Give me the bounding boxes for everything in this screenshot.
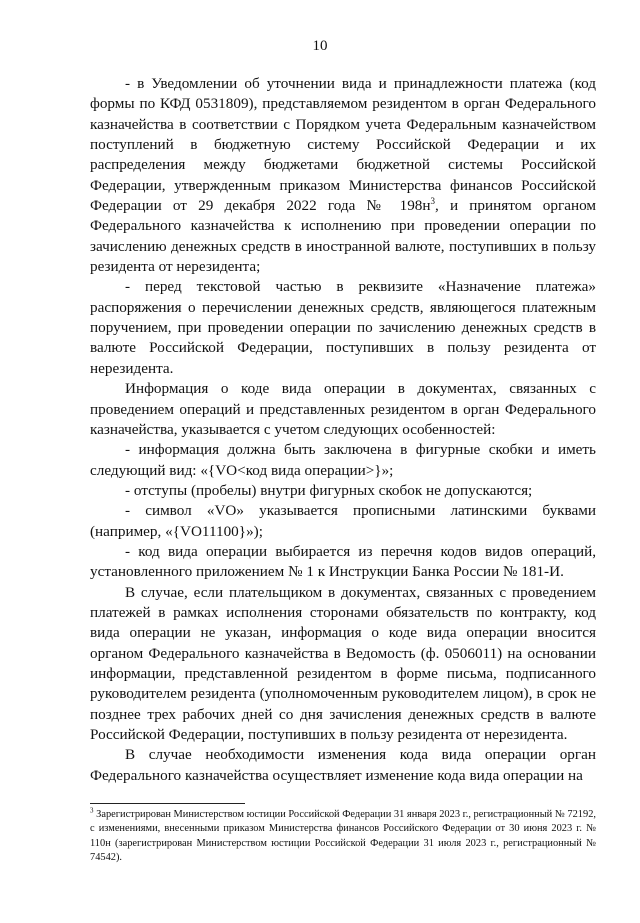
paragraph-7: - код вида операции выбирается из перечня кодов видов операций, установленного приложением № 1 к Инструкции Банка России № 181-И. xyxy=(90,542,596,581)
footnote-reference: 3 xyxy=(430,196,436,206)
paragraph-4: - информация должна быть заключена в фигурные скобки и иметь следующий вид: «{VO<код вида операции>}»; xyxy=(90,441,596,479)
paragraph-9: В случае необходимости изменения кода вида операции орган Федерального казначейства осуществляет изменение кода вида операции на xyxy=(90,746,596,784)
paragraph-1-tail: , и принятом органом Федерального казначейства к исполнению при проведении операции по зачислению денежных средств в иностранной валюте, поступивших в пользу резидента от нерезидента; xyxy=(90,197,596,276)
footnote-divider xyxy=(90,803,245,804)
page-number: 10 xyxy=(312,38,328,54)
paragraph-5: - отступы (пробелы) внутри фигурных скобок не допускаются; xyxy=(125,481,533,499)
body-text xyxy=(90,74,596,786)
footnote-text: Зарегистрирован Министерством юстиции Российской Федерации 31 января 2023 г., регистрационный № 72192, с изменениями, внесенными приказом Министерства финансов Российского Федерации от 30 июня 2023 г. № 110н (зарегистрирован Министерством юстиции Российской Федерации 31 июля 2023 г., регистрационный № 74542). xyxy=(90,809,596,863)
paragraph-8: В случае, если плательщиком в документах, связанных с проведением платежей в рамках исполнения сторонами обязательств по контракту, код вида операции не указан, информация о коде вида операции вносится органом Федерального казначейства в Ведомость (ф. 0506011) на основании информации, представленной резидентом в форме письма, подписанного руководителем резидента (уполномоченным руководителем лицом), в срок не позднее трех рабочих дней со дня зачисления денежных средств в валюте Российской Федерации, поступивших в пользу резидента от нерезидента. xyxy=(90,583,596,743)
paragraph-3: Информация о коде вида операции в документах, связанных с проведением операций и представленных резидентом в орган Федерального казначейства, указывается с учетом следующих особенностей: xyxy=(90,380,596,438)
paragraph-1 xyxy=(90,74,596,277)
paragraph-1-text: - в Уведомлении об уточнении вида и принадлежности платежа (код формы по КФД 0531809), представляемом резидентом в орган Федерального казначейства в соответствии с Порядком учета Федеральным казначейством поступлений в бюджетную систему Российской Федерации и их распределения между бюджетами бюджетной системы Российской Федерации, утвержденным приказом Министерства финансов Российской Федерации от 29 декабря 2022 года № 198н xyxy=(90,75,596,215)
paragraph-2: - перед текстовой частью в реквизите «Назначение платежа» распоряжения о перечислении денежных средств, являющегося платежным поручением, при проведении операции по зачислению денежных средств в валюте Российской Федерации, поступивших в пользу резидента от нерезидента. xyxy=(90,278,596,377)
paragraph-6: - символ «VO» указывается прописными латинскими буквами (например, «{VO11100}»); xyxy=(90,502,596,540)
footnote-marker: 3 xyxy=(90,806,94,815)
footnote xyxy=(90,808,596,865)
